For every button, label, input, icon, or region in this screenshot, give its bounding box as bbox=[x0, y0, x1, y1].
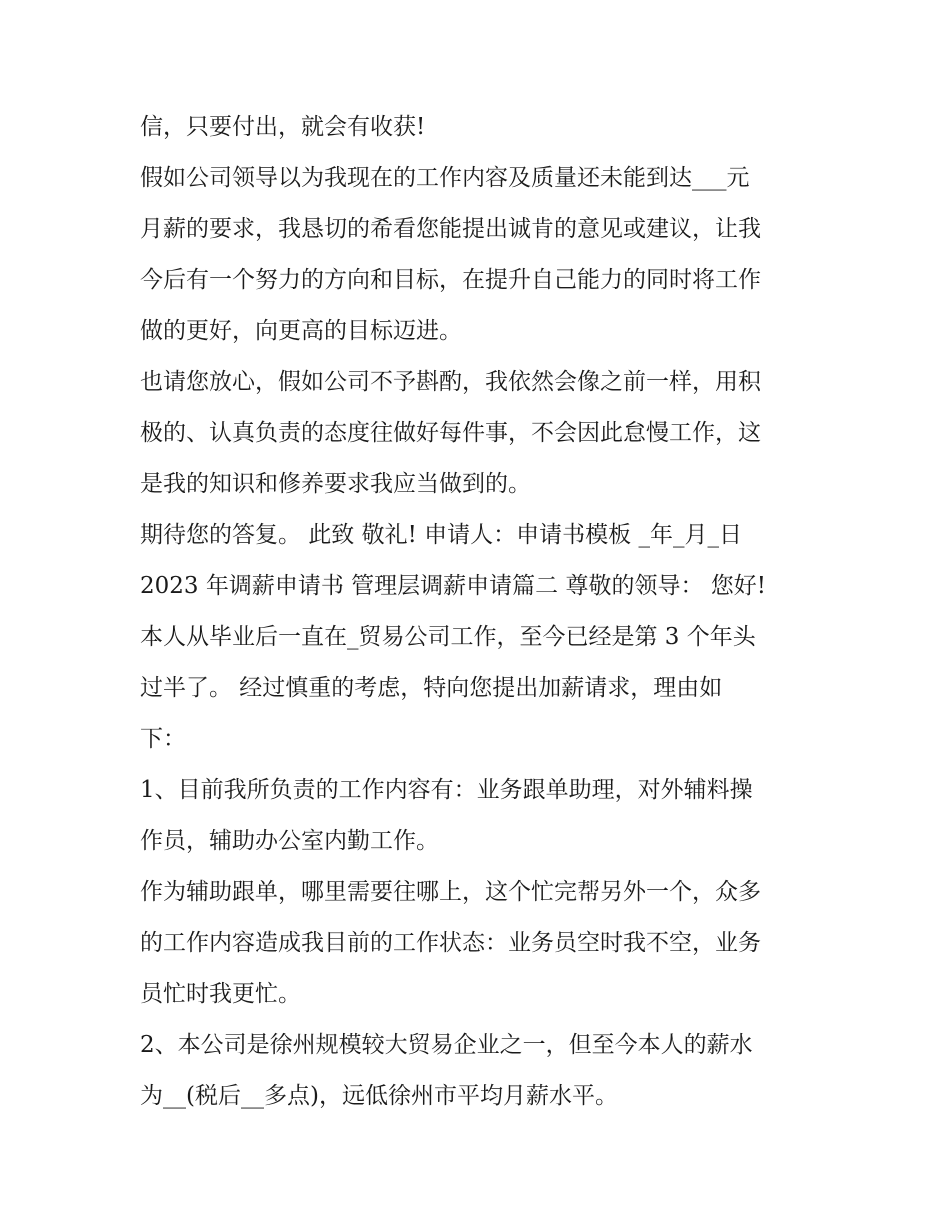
paragraph bbox=[140, 357, 820, 510]
paragraph bbox=[140, 867, 820, 1020]
text-line: 2023 年调薪申请书 管理层调薪申请篇二 尊敬的领导： 您好! bbox=[140, 573, 767, 599]
text-line: 期待您的答复。 此致 敬礼! 申请人：申请书模板 _年_月_日 bbox=[140, 522, 742, 548]
paragraph bbox=[140, 1020, 820, 1122]
text-line: 极的、认真负责的态度往做好每件事，不会因此怠慢工作，这 bbox=[140, 420, 761, 446]
text-line: 作为辅助跟单，哪里需要往哪上，这个忙完帮另外一个，众多 bbox=[140, 879, 761, 905]
text-line: 2、本公司是徐州规模较大贸易企业之一，但至今本人的薪水 bbox=[140, 1032, 753, 1058]
text-line: 今后有一个努力的方向和目标，在提升自己能力的同时将工作 bbox=[140, 267, 761, 293]
text-line: 信，只要付出，就会有收获! bbox=[140, 114, 426, 140]
paragraph bbox=[140, 765, 820, 867]
text-line: 过半了。 经过慎重的考虑，特向您提出加薪请求，理由如 bbox=[140, 675, 723, 701]
text-line: 是我的知识和修养要求我应当做到的。 bbox=[140, 471, 531, 497]
text-line: 也请您放心，假如公司不予斟酌，我依然会像之前一样，用积 bbox=[140, 369, 761, 395]
paragraph bbox=[140, 153, 820, 357]
text-line: 员忙时我更忙。 bbox=[140, 981, 301, 1007]
text-line: 本人从毕业后一直在_贸易公司工作，至今已经是第 3 个年头 bbox=[140, 624, 756, 650]
document-body bbox=[140, 102, 820, 1122]
text-line: 做的更好，向更高的目标迈进。 bbox=[140, 318, 462, 344]
text-line: 月薪的要求，我恳切的希看您能提出诚肯的意见或建议，让我 bbox=[140, 216, 761, 242]
paragraph bbox=[140, 102, 820, 153]
text-line: 下： bbox=[140, 726, 186, 752]
text-line: 1、目前我所负责的工作内容有：业务跟单助理，对外辅料操 bbox=[140, 777, 753, 803]
text-line: 为__(税后__多点)，远低徐州市平均月薪水平。 bbox=[140, 1083, 618, 1109]
text-line: 假如公司领导以为我现在的工作内容及质量还未能到达___元 bbox=[140, 165, 750, 191]
text-line: 的工作内容造成我目前的工作状态：业务员空时我不空，业务 bbox=[140, 930, 761, 956]
paragraph bbox=[140, 510, 820, 765]
text-line: 作员，辅助办公室内勤工作。 bbox=[140, 828, 439, 854]
